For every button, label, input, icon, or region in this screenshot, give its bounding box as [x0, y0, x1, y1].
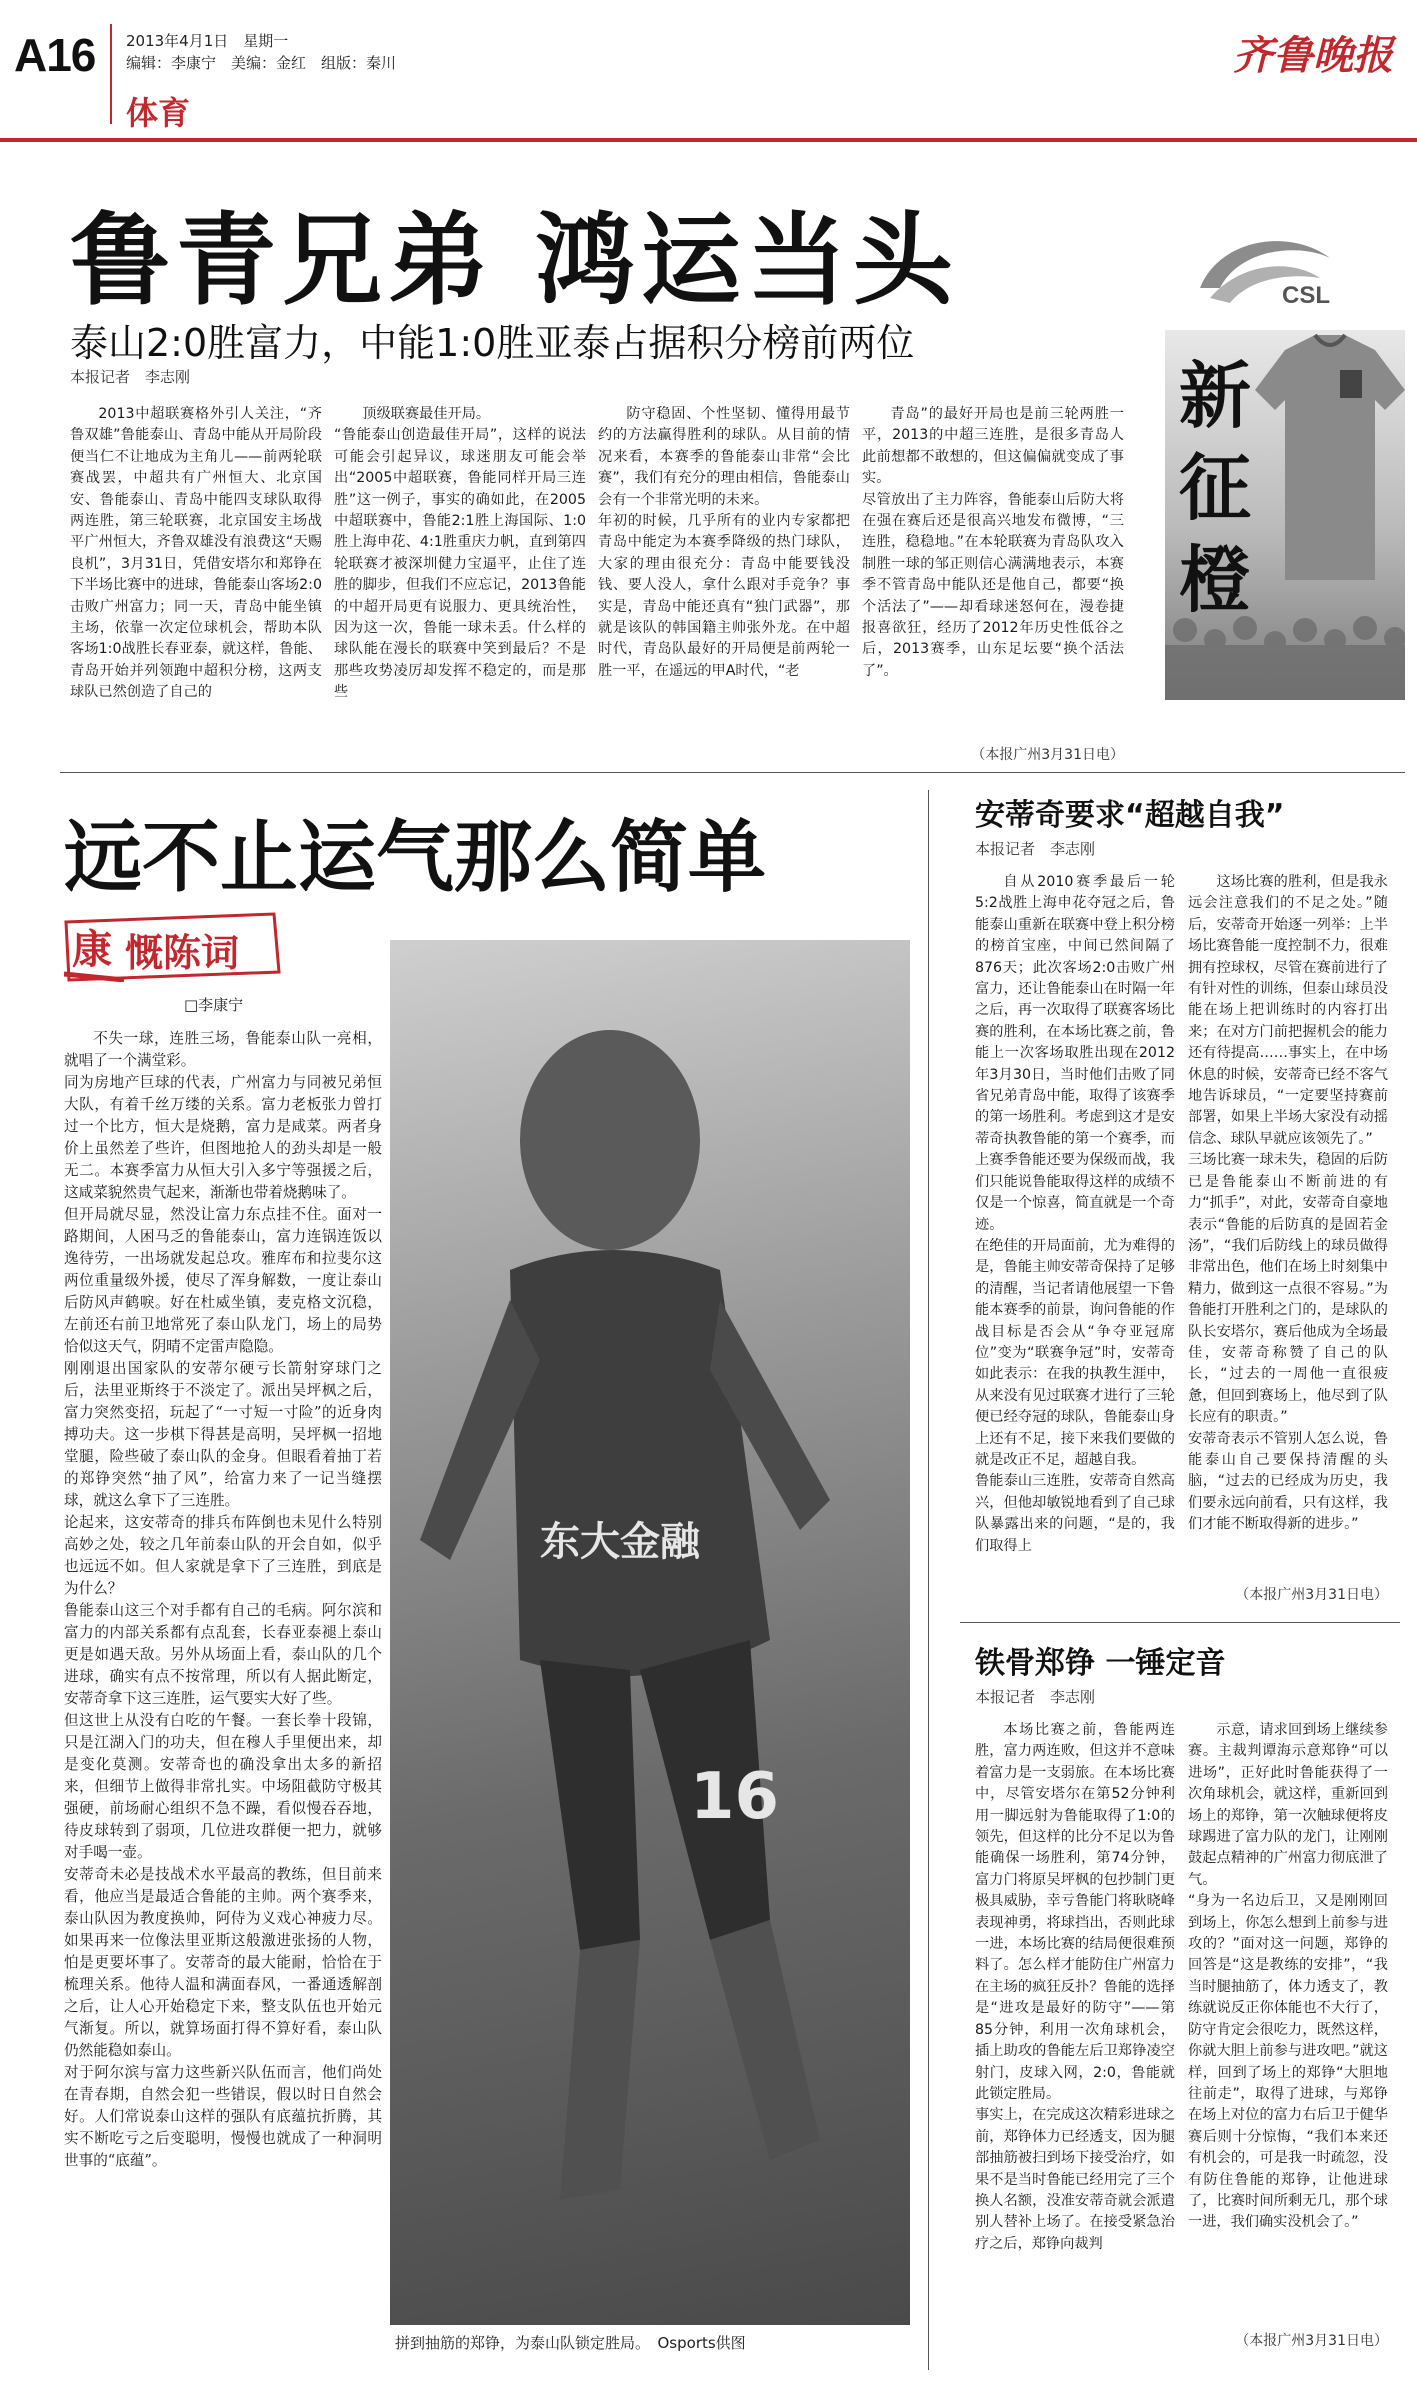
- sidebar-title: [1170, 350, 1260, 626]
- page-number: A16: [14, 29, 96, 81]
- shirt-sponsor: 东大金融: [540, 1519, 700, 1565]
- column-author: □李康宁: [184, 996, 244, 1014]
- column-divider: [928, 790, 929, 2370]
- newspaper-logo: 齐鲁晚报: [1233, 32, 1393, 79]
- main-col-4-text: 青岛”的最好开局也是前三轮两胜一平，2013的中超三连胜，是很多青岛人此前想都不敢想的，但这偏偏就变成了事实。 尽管放出了主力阵容，鲁能泰山后防大将在强在赛后还是很高兴地发布微博，“三连胜，稳稳地。”在本轮联赛为青岛队攻入制胜一球的邹正则信心满满地表示，本赛季不管青岛中能队还是他自己，都要“换个活法了”——却看球迷怒何在，漫卷捷报喜欲狂，经历了2012年历史性低谷之后，2013赛季，山东足坛要“换个活法了”。: [862, 406, 1124, 679]
- main-col-4: [862, 404, 1124, 734]
- main-dateline: （本报广州3月31日电）: [971, 747, 1124, 763]
- main-byline: 本报记者 李志刚: [70, 368, 191, 386]
- sidebar-char-2: 征: [1178, 446, 1251, 530]
- photo-caption: 拼到抽筋的郑铮，为泰山队锁定胜局。 Osports供图: [395, 2334, 746, 2352]
- jersey-icon: [1255, 330, 1405, 590]
- column-body-text: 不失一球，连胜三场，鲁能泰山队一亮相，就唱了一个满堂彩。 同为房地产巨球的代表，广州富力与同被兄弟恒大队，有着千丝万缕的关系。富力老板张力曾打过一个比方，恒大是烧鹅，富力是咸菜。两者身价上虽然差了些许，但图地抢人的劲头却是一般无二。本赛季富力从恒大引入多宁等强援之后，这咸菜貌然贵气起来，渐渐也带着烧鹅味了。 但开局就尽显，然没让富力东点挂不住。面对一路期间，人困马乏的鲁能泰山，富力连锅连饭以逸待劳，一出场就发起总攻。雅库布和拉斐尔这两位重量级外援，使尽了浑身解数，一度让泰山后防风声鹤唳。好在杜威坐镇，麦克格文沉稳，左前还右前卫地常死了泰山队龙门，场上的局势恰似这天气，阴晴不定雷声隐隐。 刚刚退出国家队的安蒂尔硬亏长箭射穿球门之后，法里亚斯终于不淡定了。派出吴坪枫之后，富力突然变招，玩起了“一寸短一寸险”的近身肉搏功夫。这一步棋下得甚是高明，吴坪枫一招地堂腿，险些破了泰山队的金身。但眼看着抽丁若的郑铮突然“抽了风”，给富力来了一记当缝摆球，就这么拿下了三连胜。 论起来，这安蒂奇的排兵布阵倒也未见什么特别高妙之处，较之几年前泰山队的开会自如，似乎也远远不如。但人家就是拿下了三连胜，到底是为什么？ 鲁能泰山这三个对手都有自己的毛病。阿尔滨和富力的内部关系都有点乱套，长春亚泰褪上泰山更是如遇天敌。另外从场面上看，泰山队的几个进球，确实有点不按常理，所以有人据此断定，安蒂奇拿下这三连胜，运气要实大好了些。 但这世上从没有白吃的午餐。一套长拳十段锦，只是江湖入门的功夫，但在穆人手里便出来，却是变化莫测。安蒂奇也的确没拿出太多的新招来，但细节上做得非常扎实。中场阻截防守极其强硬，前场耐心组织不急不躁，看似慢吞吞地，待皮球转到了弱项，几位进攻群便一把力，就够对手喝一壶。 安蒂奇未必是技战术水平最高的教练，但目前来看，他应当是最适合鲁能的主帅。两个赛季来，泰山队因为教度换帅，阿侍为义戏心神疲力尽。如果再来一位像法里亚斯这般激进张扬的人物，怕是更要坏事了。安蒂奇的最大能耐，恰恰在于梳理关系。他待人温和满面春风，一番通透解剖之后，让人心开始稳定下来，整支队伍也开始元气渐复。所以，就算场面打得不算好看，泰山队仍然能稳如泰山。 对于阿尔滨与富力这些新兴队伍而言，他们尚处在青春期，自然会犯一些错误，假以时日自然会好。人们常说泰山这样的强队有底蕴抗折腾，其实不断吃亏之后变聪明，慢慢也就成了一种洞明世事的“底蕴”。: [64, 1030, 382, 2169]
- main-col-2-text: 顶级联赛最佳开局。 “鲁能泰山创造最佳开局”，这样的说法可能会引起异议，球迷朋友可能会举出“2005中超联赛，鲁能同样开局三连胜”这一例子，事实的确如此，在2005中超联赛中，鲁能2:1胜上海国际、1:0胜上海申花、4:1胜重庆力帆，直到第四轮联赛才被深圳健力宝逼平，止住了连胜的脚步，但我们不应忘记，2013鲁能的中超开局更有说服力、更具统治性，因为这一次，鲁能一球未丢。什么样的球队能在漫长的联赛中笑到最后？不是那些攻势凌厉却发挥不稳定的，而是那些: [334, 406, 586, 701]
- header-divider: [110, 24, 112, 124]
- zheng-headline: 铁骨郑铮 一锤定音: [975, 1646, 1226, 1681]
- date-line: 2013年4月1日 星期一: [126, 32, 289, 50]
- header-info: [126, 30, 396, 74]
- main-col-1: [70, 404, 322, 772]
- antic-col-1: [975, 872, 1175, 1612]
- antic-col-2: [1188, 872, 1388, 1572]
- antic-col-1-text: 自从2010赛季最后一轮5:2战胜上海申花夺冠之后，鲁能泰山重新在联赛中登上积分榜的榜首宝座，中间已然间隔了876天；此次客场2:0击败广州富力，还让鲁能泰山在时隔一年之后，再一次取得了联赛客场比赛的胜利，在本场比赛之前，鲁能上一次客场取胜出现在2012年3月30日，当时他们击败了同省兄弟青岛中能，取得了该赛季的第一场胜利。考虑到这才是安蒂奇执教鲁能的第一个赛季，而上赛季鲁能还要为保级而战，我们只能说鲁能取得这样的成绩不仅是一个惊喜，简直就是一个奇迹。 在绝佳的开局面前，尤为难得的是，鲁能主帅安蒂奇保持了足够的清醒，当记者请他展望一下鲁能本赛季的前景，询问鲁能的作战目标是否会从“争夺亚冠席位”变为“联赛争冠”时，安蒂奇如此表示：在我的执教生涯中，从来没有见过联赛才进行了三轮便已经夺冠的球队，鲁能泰山身上还有不足，接下来我们要做的就是改正不足，超越自我。 鲁能泰山三连胜，安蒂奇自然高兴，但他却敏锐地看到了自己球队暴露出来的问题，“是的，我们取得上: [975, 874, 1175, 1554]
- column-name: 慨陈词: [125, 930, 240, 975]
- sidebar-char-3: 橙: [1178, 538, 1251, 622]
- antic-dateline: （本报广州3月31日电）: [1235, 1587, 1388, 1603]
- main-col-1-text: 2013中超联赛格外引人关注，“齐鲁双雄”鲁能泰山、青岛中能从开局阶段便当仁不让地成为主角儿——前两轮联赛战罢，中超共有广州恒大、北京国安、鲁能泰山、青岛中能四支球队取得两连胜，第三轮联赛，北京国安主场战平广州恒大，齐鲁双雄没有浪费这“天赐良机”，3月31日，凭借安塔尔和郑铮在下半场比赛中的进球，鲁能泰山客场2:0击败广州富力；同一天，青岛中能坐镇主场，依靠一次定位球机会，帮助本队客场1:0战胜长春亚泰，就这样，鲁能、青岛开始并列领跑中超积分榜，这两支球队已然创造了自己的: [70, 406, 322, 701]
- sidebar-char-1: 新: [1178, 354, 1251, 438]
- antic-headline: 安蒂奇要求“超越自我”: [975, 798, 1285, 833]
- zheng-byline: 本报记者 李志刚: [975, 1688, 1096, 1706]
- csl-logo-text: CSL: [1282, 282, 1330, 309]
- player-photo: [390, 940, 910, 2325]
- main-subhead: 泰山2:0胜富力，中能1:0胜亚泰占据积分榜前两位: [70, 321, 915, 365]
- main-col-3-text: 防守稳固、个性坚韧、懂得用最节约的方法赢得胜利的球队。从目前的情况来看，本赛季的鲁能泰山非常“会比赛”，我们有充分的理由相信，鲁能泰山会有一个非常光明的未来。 年初的时候，几乎所有的业内专家都把青岛中能定为本赛季降级的热门球队，大家的理由很充分：青岛中能要钱没钱、要人没人，拿什么跟对手竞争？事实是，青岛中能还真有“独门武器”，那就是该队的韩国籍主帅张外龙。在中超时代，青岛队最好的开局便是前两轮一胜一平，在遥远的甲A时代，“老: [598, 406, 850, 679]
- csl-logo-icon: [1180, 228, 1360, 318]
- column-body: [64, 1028, 382, 2358]
- player-silhouette-icon: [390, 940, 910, 2325]
- zheng-dateline: （本报广州3月31日电）: [1235, 2333, 1388, 2349]
- section-divider: [60, 772, 1405, 773]
- zheng-col-2-text: 示意，请求回到场上继续参赛。主裁判谭海示意郑铮“可以进场”，正好此时鲁能获得了一次角球机会，就这样，重新回到场上的郑铮，第一次触球便将皮球踢进了富力队的龙门，让刚刚鼓起点精神的广州富力彻底泄了气。 “身为一名边后卫，又是刚刚回到场上，你怎么想到上前参与进攻的？”面对这一问题，郑铮的回答是“这是教练的安排”，“我当时腿抽筋了，体力透支了，教练就说反正你体能也不大行了，防守肯定会很吃力，既然这样，你就大胆上前参与进攻吧。”就这样，回到了场上的郑铮“大胆地往前走”，取得了进球，与郑铮在场上对位的富力右后卫于健华赛后则十分惊悔，“我们本来还有机会的，可是我一时疏忽，没有防住鲁能的郑铮，让他进球了，比赛时间所剩无几，那个球一进，我们确实没机会了。”: [1188, 1722, 1388, 2231]
- shirt-number: 16: [690, 1760, 780, 1834]
- column-headline: 远不止运气那么简单: [64, 812, 767, 903]
- antic-byline: 本报记者 李志刚: [975, 840, 1096, 858]
- antic-col-2-text: 这场比赛的胜利，但是我永远会注意我们的不足之处。”随后，安蒂奇开始逐一列举：上半场比赛鲁能一度控制不力，很难拥有控球权，尽管在赛前进行了有针对性的训练，但泰山球员没能在场上把训练时的内容打出来；在对方门前把握机会的能力还有待提高……事实上，在中场休息的时候，安蒂奇已经不客气地告诉球员，“一定要坚持赛前部署，如果上半场大家没有动摇信念、球队早就应该领先了。” 三场比赛一球未失，稳固的后防已是鲁能泰山不断前进的有力“抓手”，对此，安蒂奇自豪地表示“鲁能的后防真的是固若金汤”，“我们后防线上的球员做得非常出色，他们在场上时刻集中精力，做到这一点很不容易。”为鲁能打开胜利之门的，是球队的队长安塔尔，赛后他成为全场最佳，安蒂奇称赞了自己的队长，“过去的一周他一直很疲惫，但回到赛场上，他尽到了队长应有的职责。” 安蒂奇表示不管别人怎么说，鲁能泰山自己要保持清醒的头脑，“过去的已经成为历史，我们要永远向前看，只有这样，我们才能不断取得新的进步。”: [1188, 874, 1388, 1533]
- zheng-col-1-text: 本场比赛之前，鲁能两连胜，富力两连败，但这并不意味着富力是一支弱旅。在本场比赛中，尽管安塔尔在第52分钟利用一脚远射为鲁能取得了1:0的领先，但这样的比分不足以为鲁能确保一场胜利，第74分钟，富力门将原吴坪枫的包抄制门更极具威胁，幸亏鲁能门将耿晓峰表现神勇，将球挡出，否则此球一进，本场比赛的结局便很难预料了。怎么样才能防住广州富力在主场的疯狂反扑？鲁能的选择是“进攻是最好的防守”——第85分钟，利用一次角球机会，插上助攻的鲁能左后卫郑铮凌空射门，皮球入网，2:0，鲁能就此锁定胜局。 事实上，在完成这次精彩进球之前，郑铮体力已经透支，因为腿部抽筋被扫到场下接受治疗，如果不是当时鲁能已经用完了三个换人名额，没准安蒂奇就会派遣别人替补上场了。在接受紧急治疗之后，郑铮向裁判: [975, 1722, 1175, 2252]
- main-col-3: [598, 404, 850, 772]
- zheng-col-1: [975, 1720, 1175, 2360]
- zheng-col-2: [1188, 1720, 1388, 2320]
- main-col-2: [334, 404, 586, 772]
- story-divider: [960, 1622, 1400, 1623]
- column-first-char: 康: [72, 926, 112, 973]
- section-name: 体育: [126, 94, 191, 132]
- main-headline: 鲁青兄弟 鸿运当头: [70, 202, 959, 319]
- header-rule: [0, 138, 1417, 142]
- editor-line: 编辑：李康宁 美编：金红 组版：秦川: [126, 54, 397, 72]
